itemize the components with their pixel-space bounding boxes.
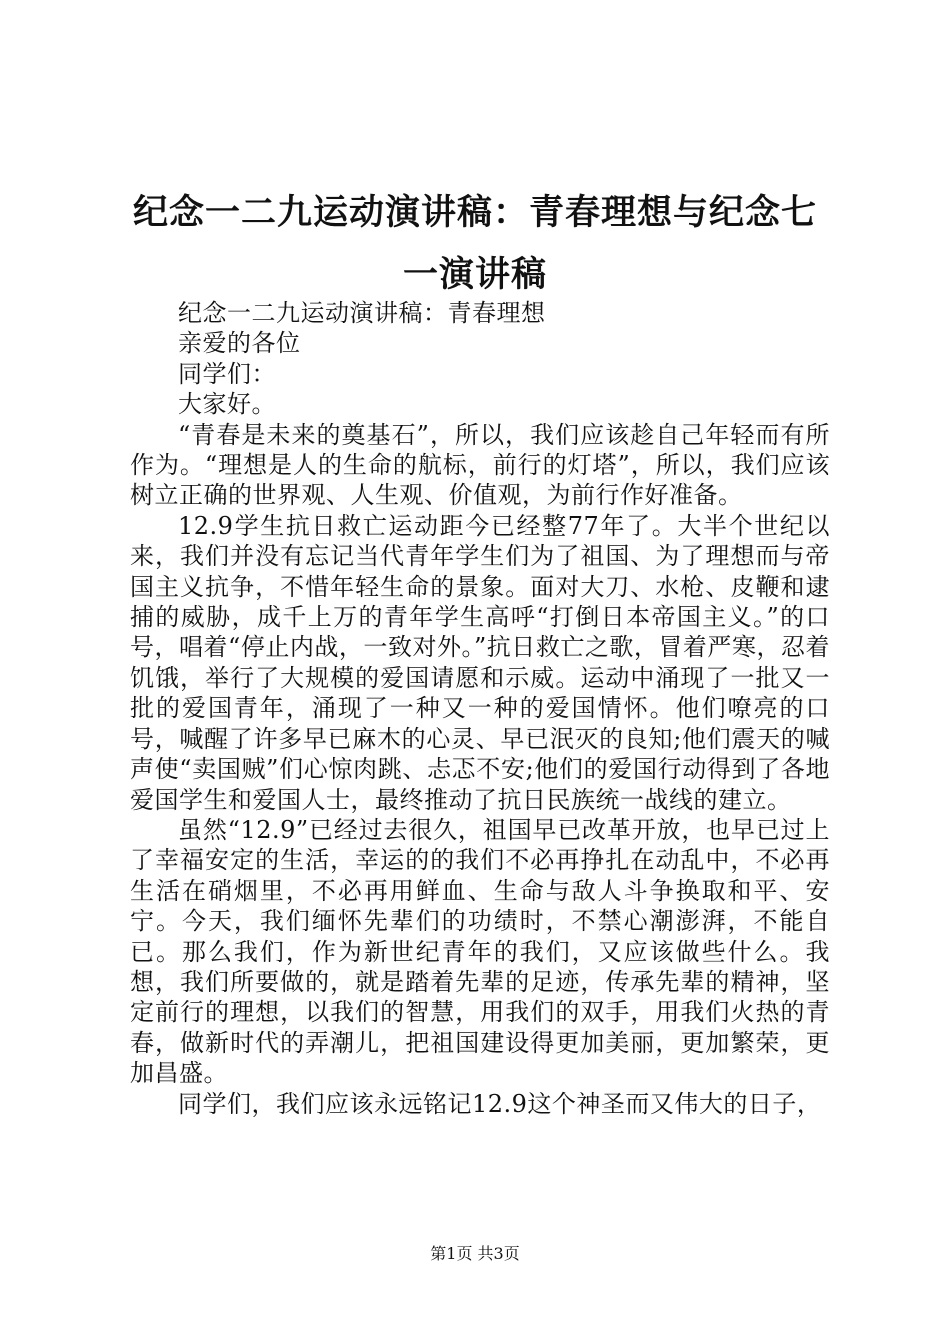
paragraph-audience: 同学们： <box>178 359 276 388</box>
page-footer: 第1页 共3页 <box>430 1244 520 1263</box>
paragraph-present: 虽然“12.9”已经过去很久，祖国早已改革开放，也早已过上了幸福安定的生活，幸运的的我们不必再挣扎在动乱中，不必再生活在硝烟里，不必再用鲜血、生命与敌人斗争换取和平、安宁。今天，我们缅怀先辈们的功绩时，不禁心潮澎湃，不能自已。那么我们，作为新世纪青年的我们，又应该做些什么。我想，我们所要做的，就是踏着先辈的足迹，传承先辈的精神，坚定前行的理想，以我们的智慧，用我们的双手，用我们火热的青春，做新时代的弄潮儿，把祖国建设得更加美丽，更加繁荣，更加昌盛。 <box>130 815 830 1088</box>
document-body <box>130 298 830 1119</box>
paragraph-subtitle: 纪念一二九运动演讲稿：青春理想 <box>178 299 546 327</box>
paragraph-closing: 同学们，我们应该永远铭记12.9这个神圣而又伟大的日子， <box>178 1089 822 1118</box>
paragraph-youth-ideals: “青春是未来的奠基石”，所以，我们应该趁自己年轻而有所作为。“理想是人的生命的航标，前行的灯塔”，所以，我们应该树立正确的世界观、人生观、价值观，为前行作好准备。 <box>130 420 830 510</box>
paragraph-salutation: 亲爱的各位 <box>178 329 301 358</box>
document-title: 纪念一二九运动演讲稿：青春理想与纪念七一演讲稿 <box>132 192 817 295</box>
paragraph-history: 12.9学生抗日救亡运动距今已经整77年了。大半个世纪以来，我们并没有忘记当代青年学生们为了祖国、为了理想而与帝国主义抗争，不惜年轻生命的景象。面对大刀、水枪、皮鞭和逮捕的威胁，成千上万的青年学生高呼“打倒日本帝国主义。”的口号，唱着“停止内战，一致对外。”抗日救亡之歌，冒着严寒，忍着饥饿，举行了大规模的爱国请愿和示威。运动中涌现了一批又一批的爱国青年，涌现了一种又一种的爱国情怀。他们嘹亮的口号，喊醒了许多早已麻木的心灵、早已泯灭的良知;他们震天的喊声使“卖国贼”们心惊肉跳、忐忑不安;他们的爱国行动得到了各地爱国学生和爱国人士，最终推动了抗日民族统一战线的建立。 <box>130 511 830 814</box>
paragraph-greeting: 大家好。 <box>178 390 276 419</box>
